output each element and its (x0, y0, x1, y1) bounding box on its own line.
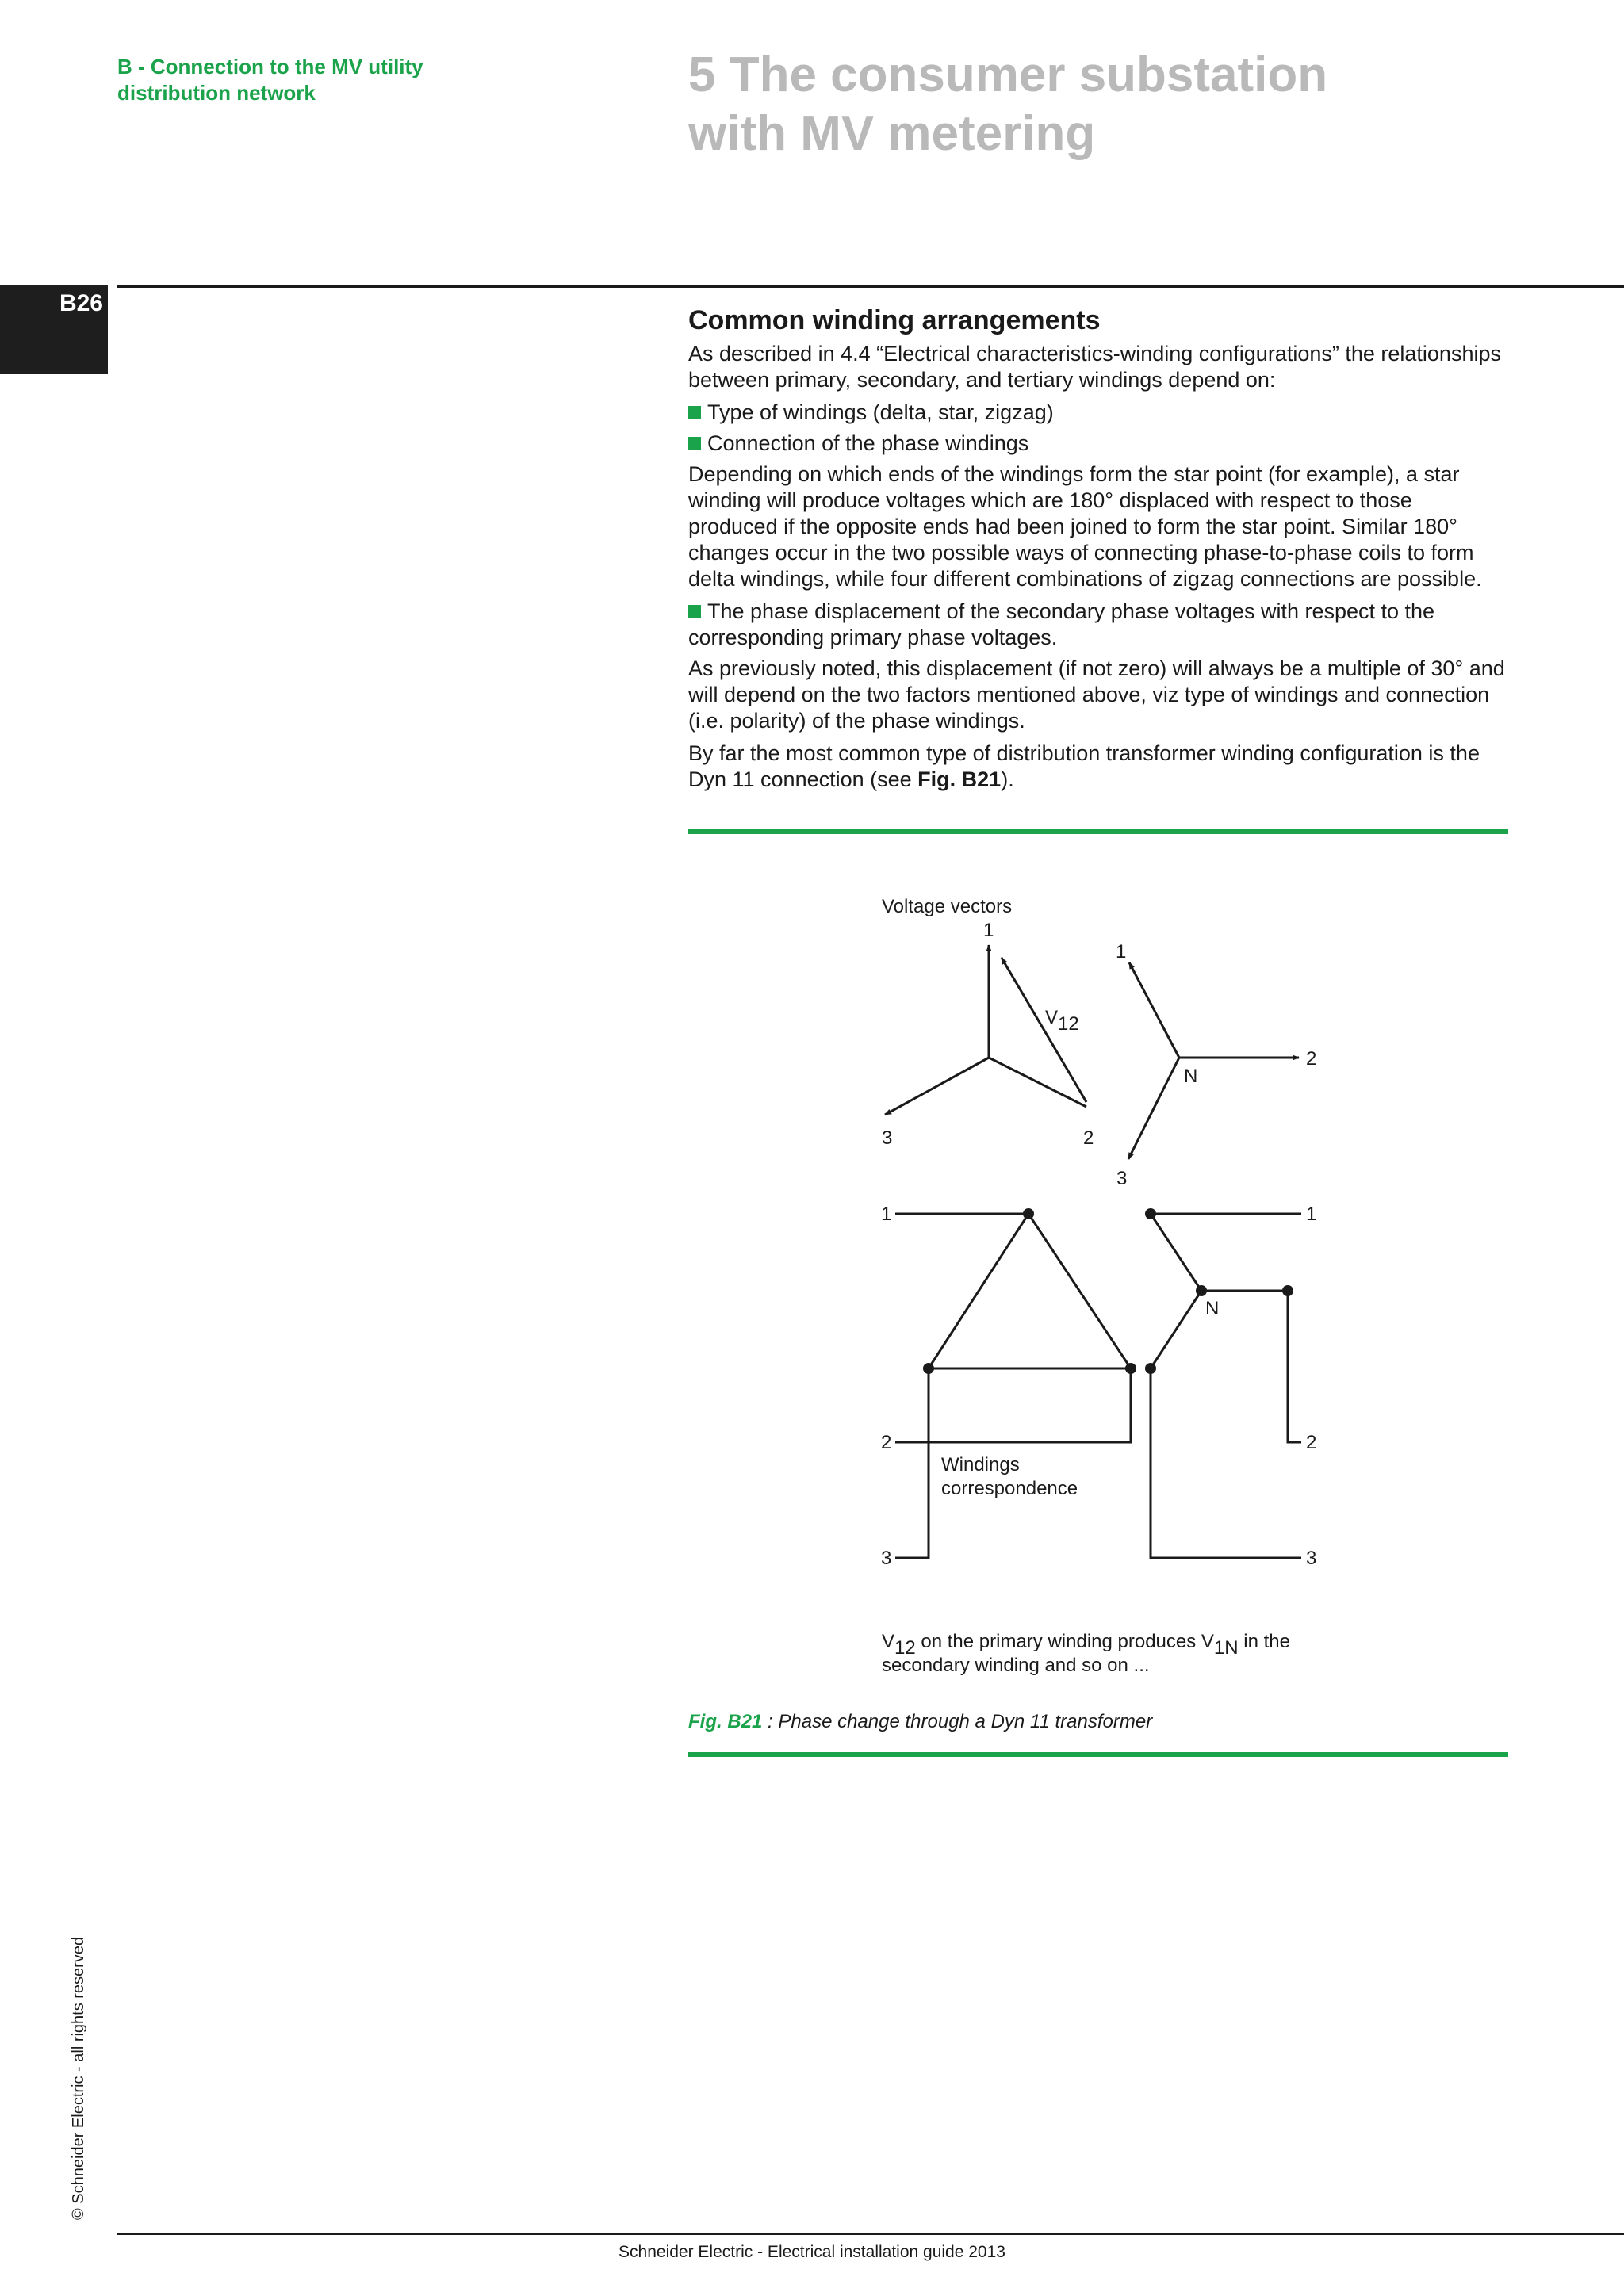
dyn11-diagram (688, 872, 1508, 1712)
note-sub-12: 12 (894, 1637, 916, 1659)
copyright-notice: © Schneider Electric - all rights reserved (70, 1936, 87, 2220)
winding-right-label-2: 2 (1306, 1432, 1317, 1453)
figure-note-line2: secondary winding and so on ... (882, 1655, 1150, 1676)
bullet-square-icon (688, 437, 701, 450)
voltage-vectors-label: Voltage vectors (882, 896, 1013, 917)
page-number-tab (0, 285, 108, 374)
header-rule (117, 285, 1624, 288)
bullet-square-icon (688, 605, 701, 618)
winding-right-label-n: N (1205, 1298, 1220, 1319)
chapter-title-line2: with MV metering (688, 106, 1096, 161)
primary-label-1: 1 (983, 920, 994, 941)
figure-caption (688, 1711, 1508, 1733)
primary-label-3: 3 (882, 1127, 893, 1149)
intro-paragraph: As described in 4.4 “Electrical characteristics-winding configurations” the relationships between primary, secondary, and tertiary windings depend on: (688, 342, 1501, 392)
dyn11-text-end: ). (1001, 767, 1014, 791)
section-label-line2: distribution network (117, 81, 316, 105)
bullet-item (688, 400, 1505, 426)
secondary-label-n: N (1184, 1066, 1198, 1087)
secondary-vector-1 (1129, 962, 1179, 1058)
bullet-item (688, 599, 1505, 651)
windings-correspondence-line2: correspondence (941, 1478, 1078, 1499)
bullet-text: The phase displacement of the secondary phase voltages with respect to the corresponding primary phase voltages. (688, 599, 1435, 649)
winding-right-label-1: 1 (1306, 1203, 1317, 1225)
main-content (688, 303, 1505, 799)
v12-main: V (1045, 1007, 1059, 1028)
winding-left-label-3: 3 (881, 1548, 892, 1569)
primary-label-2: 2 (1083, 1127, 1094, 1149)
section-label (117, 54, 530, 106)
chapter-title (688, 46, 1561, 163)
secondary-label-1: 1 (1116, 941, 1127, 962)
note-end: in the (1238, 1631, 1290, 1652)
star-winding (1151, 1214, 1201, 1291)
figure-caption-text: : Phase change through a Dyn 11 transformer (762, 1711, 1153, 1732)
star-point-paragraph: Depending on which ends of the windings form the star point (for example), a star winding will produce voltages which are 180° displaced with respect to those produced if the opposite ends had been joined to form the star point. Similar 180° changes occur in the two possible ways of connecting phase-to-phase coils to form delta windings, while four different combinations of zigzag connections are possible. (688, 462, 1482, 591)
winding-left-label-1: 1 (881, 1203, 892, 1225)
secondary-label-3: 3 (1116, 1168, 1128, 1189)
note-mid: on the primary winding produces V (915, 1631, 1214, 1652)
note-sub-1n: 1N (1213, 1637, 1239, 1659)
winding-left-label-2: 2 (881, 1432, 892, 1453)
secondary-vector-3 (1128, 1058, 1179, 1159)
figure-bottom-rule (688, 1752, 1508, 1757)
primary-vector-3 (885, 1058, 989, 1115)
v12-label (1045, 1007, 1079, 1035)
figure-top-rule (688, 829, 1508, 834)
figure-caption-ref: Fig. B21 (688, 1711, 763, 1732)
figure-reference[interactable]: Fig. B21 (917, 767, 1002, 791)
displacement-paragraph: As previously noted, this displacement (if not zero) will always be a multiple of 30° and will depend on the two factors mentioned above, viz type of windings and connection (i.e. polarity) of the phase windings. (688, 656, 1505, 733)
winding-right-label-3: 3 (1306, 1548, 1317, 1569)
dyn11-paragraph (688, 740, 1505, 793)
chapter-title-line1: 5 The consumer substation (688, 48, 1328, 102)
v12-subscript: 12 (1058, 1013, 1079, 1035)
delta-winding (929, 1214, 1028, 1368)
page-number: B26 (59, 290, 103, 316)
bullet-text: Type of windings (delta, star, zigzag) (707, 400, 1054, 424)
footer-text: Schneider Electric - Electrical installation guide 2013 (619, 2243, 1005, 2261)
windings-correspondence-line1: Windings (941, 1454, 1020, 1475)
section-label-line1: B - Connection to the MV utility (117, 55, 423, 78)
secondary-label-2: 2 (1306, 1048, 1317, 1070)
primary-vector-2 (989, 1058, 1086, 1107)
dyn11-text: By far the most common type of distribution transformer winding configuration is the Dyn 11 connection (see (688, 741, 1480, 791)
footer-rule (117, 2233, 1624, 2235)
section-heading: Common winding arrangements (688, 305, 1101, 335)
note-v: V (882, 1631, 895, 1652)
bullet-item (688, 430, 1505, 457)
bullet-text: Connection of the phase windings (707, 431, 1029, 455)
bullet-square-icon (688, 406, 701, 419)
